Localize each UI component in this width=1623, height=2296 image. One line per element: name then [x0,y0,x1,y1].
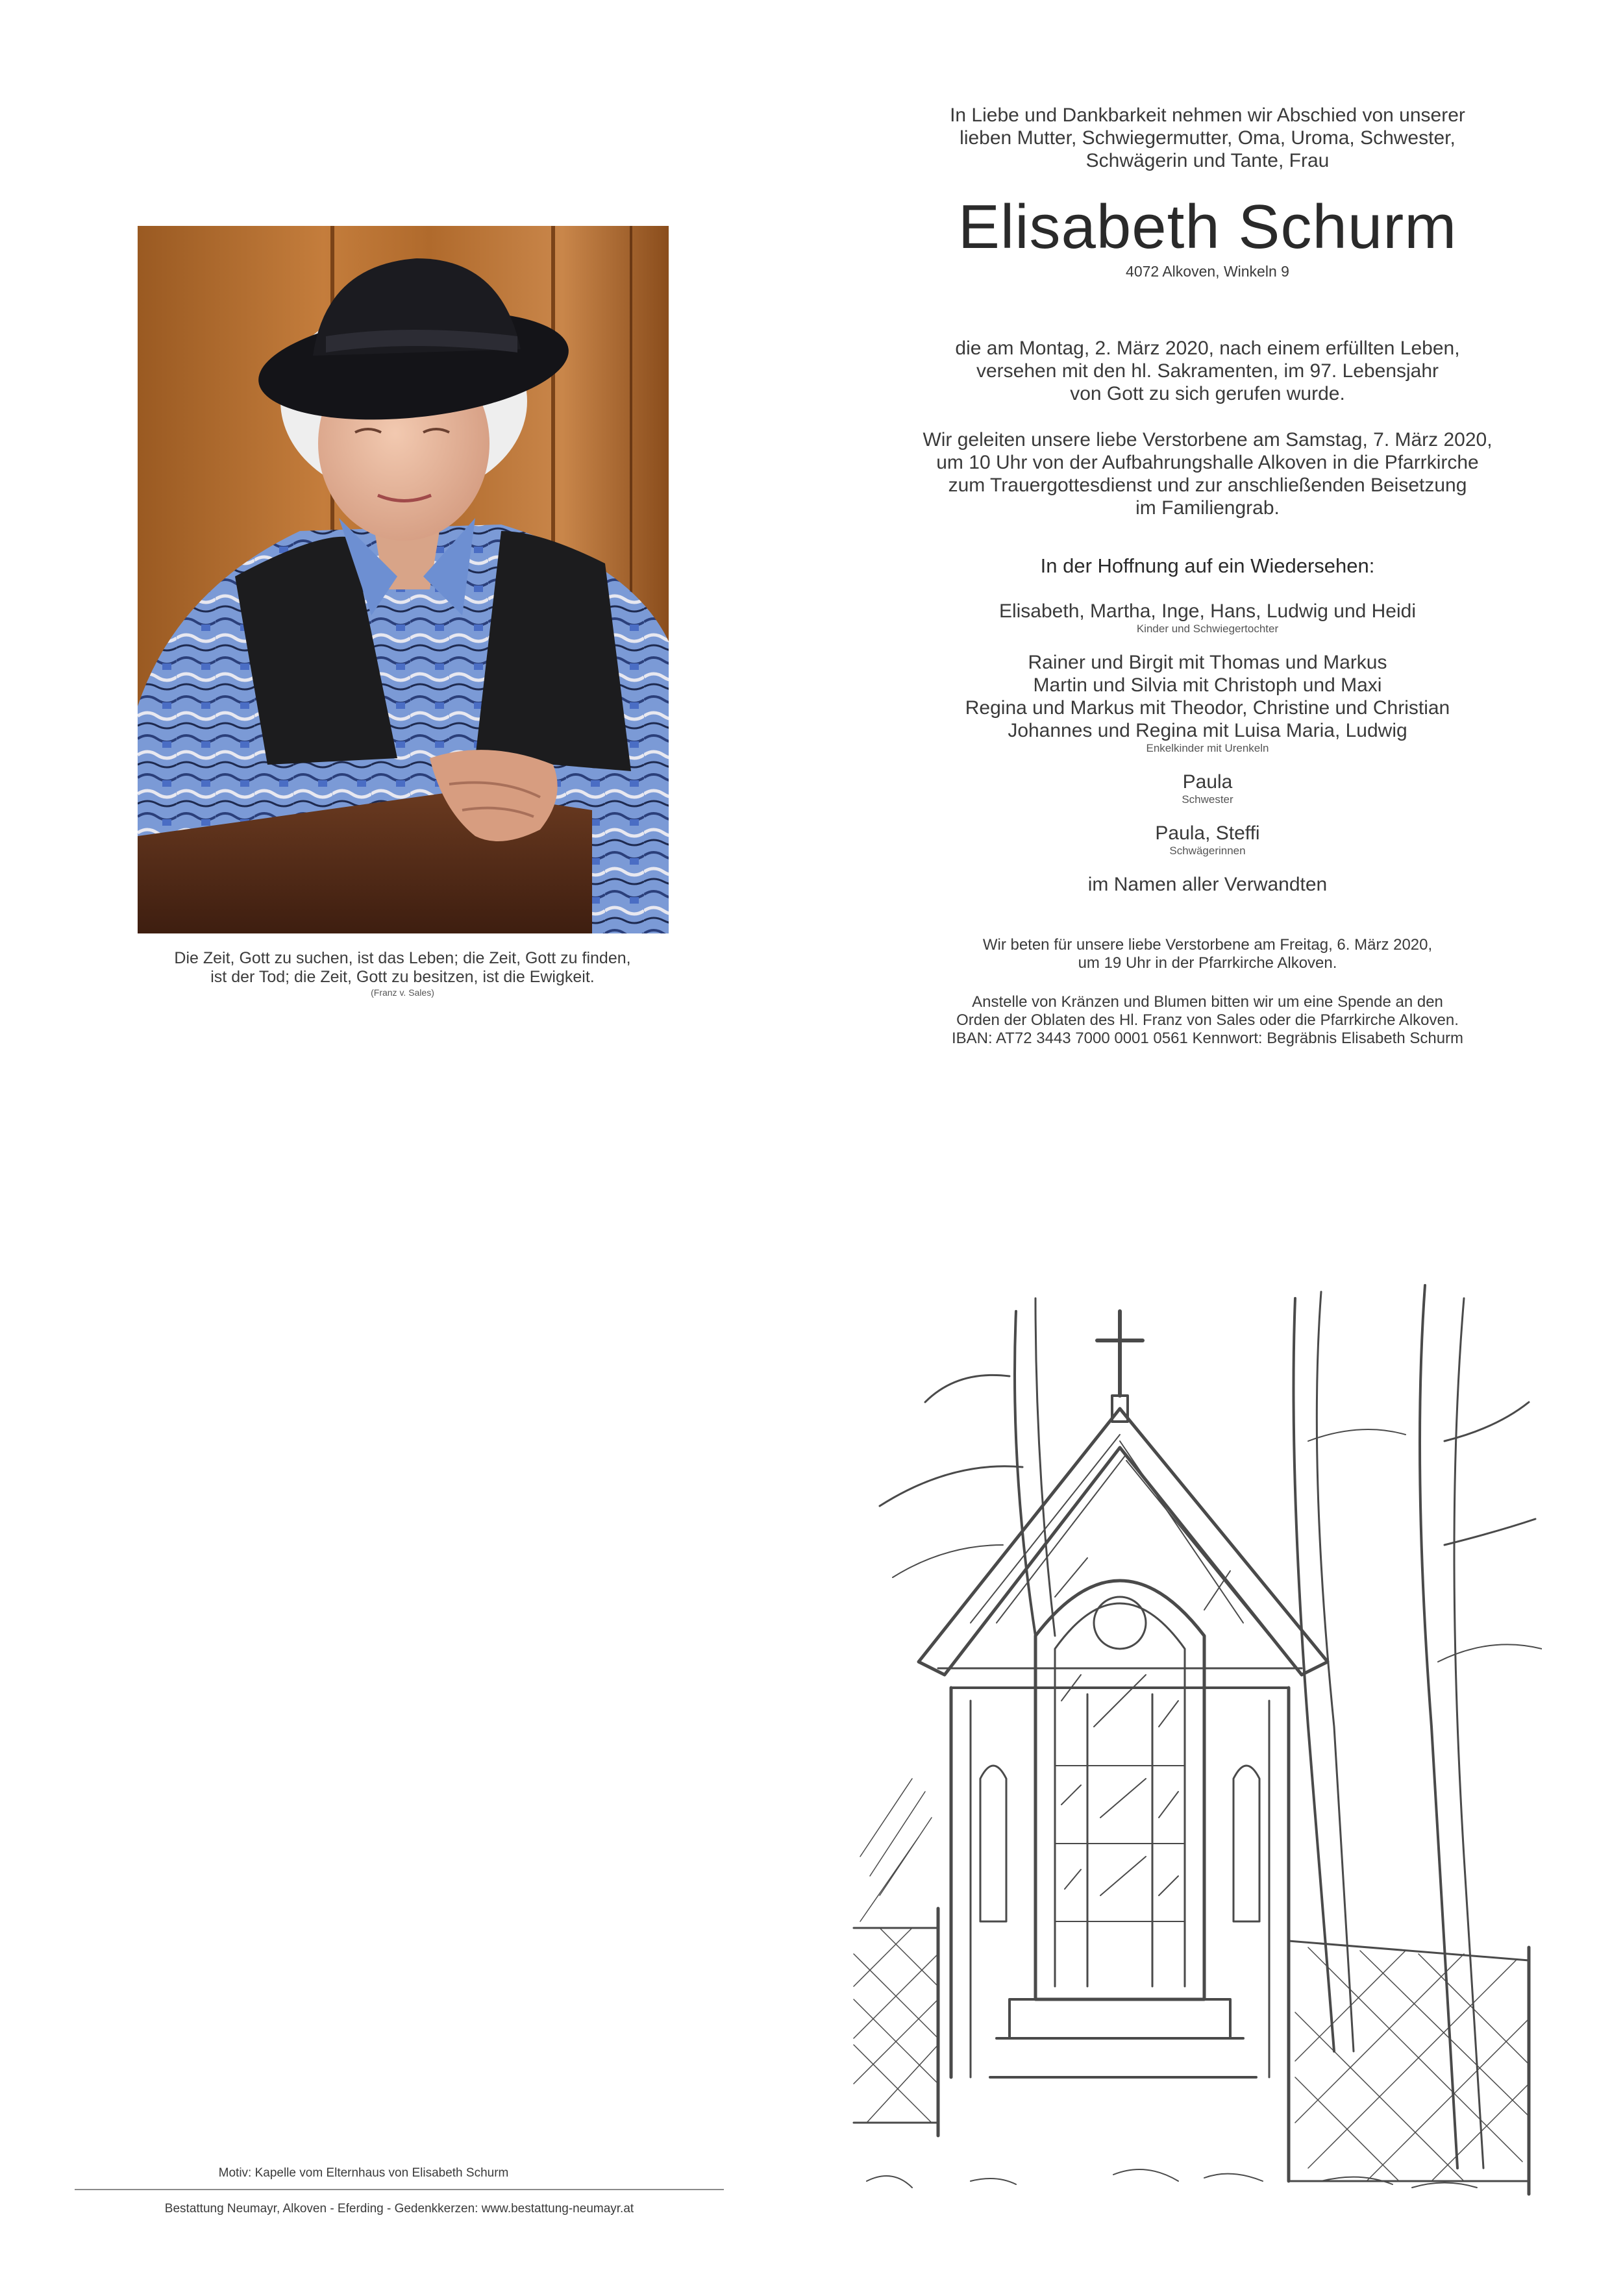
motif-caption: Motiv: Kapelle vom Elternhaus von Elisabeth Schurm [218,2166,509,2180]
intro-line-1: In Liebe und Dankbarkeit nehmen wir Abschied von unserer [950,105,1465,126]
mourners-sister [867,771,1548,806]
donation-line-3: IBAN: AT72 3443 7000 0001 0561 Kennwort: Begräbnis Elisabeth Schurm [951,1030,1464,1047]
children-relation: Kinder und Schwiegertochter [1136,623,1279,635]
intro-text [867,104,1548,172]
death-notice [867,337,1548,405]
grandchildren-line-1: Rainer und Birgit mit Thomas und Markus [1028,652,1387,673]
quote-block [97,949,708,998]
funeral-line-2: um 10 Uhr von der Aufbahrungshalle Alkoven in die Pfarrkirche [936,452,1479,473]
mourners-closing: im Namen aller Verwandten [1087,874,1328,895]
funeral-line-3: zum Trauergottesdienst und zur anschließenden Beisetzung [948,475,1467,496]
deceased-name: Elisabeth Schurm [958,192,1457,262]
intro-line-3: Schwägerin und Tante, Frau [1085,150,1330,171]
mourners-sisters-in-law [867,822,1548,858]
portrait-photo [138,226,669,933]
quote-line-1: Die Zeit, Gott zu suchen, ist das Leben; die Zeit, Gott zu finden, [174,949,631,967]
mourners-children [867,600,1548,636]
donation-line-1: Anstelle von Kränzen und Blumen bitten wir um eine Spende an den [972,993,1443,1011]
grandchildren-relation: Enkelkinder mit Urenkeln [1146,742,1269,754]
children-names: Elisabeth, Martha, Inge, Hans, Ludwig und Heidi [998,600,1417,622]
prayer-notice [867,936,1548,972]
funeral-line-1: Wir geleiten unsere liebe Verstorbene am Samstag, 7. März 2020, [923,429,1493,451]
grandchildren-line-2: Martin und Silvia mit Christoph und Maxi [1033,674,1382,696]
death-line-2: versehen mit den hl. Sakramenten, im 97. Lebensjahr [976,360,1439,382]
hope-heading: In der Hoffnung auf ein Wiedersehen: [1040,554,1375,577]
quote-source: (Franz v. Sales) [371,987,434,998]
deceased-address: 4072 Alkoven, Winkeln 9 [1126,263,1289,280]
death-line-1: die am Montag, 2. März 2020, nach einem erfüllten Leben, [955,338,1460,359]
sister-name: Paula [1182,771,1233,793]
chapel-sketch [841,1272,1542,2207]
obituary-text [867,104,1548,1048]
funeral-details [867,428,1548,519]
grandchildren-line-4: Johannes und Regina mit Luisa Maria, Ludwig [1008,720,1407,741]
funeral-line-4: im Familiengrab. [1135,497,1280,519]
donation-notice [867,993,1548,1048]
sisters-in-law-names: Paula, Steffi [1155,822,1260,844]
grandchildren-line-3: Regina und Markus mit Theodor, Christine und Christian [965,697,1450,719]
sister-relation: Schwester [1182,793,1233,806]
sisters-in-law-relation: Schwägerinnen [1169,845,1246,857]
mourners-grandchildren [867,651,1548,755]
death-line-3: von Gott zu sich gerufen wurde. [1070,383,1345,404]
intro-line-2: lieben Mutter, Schwiegermutter, Oma, Uroma, Schwester, [960,127,1456,149]
quote-line-2: ist der Tod; die Zeit, Gott zu besitzen, ist die Ewigkeit. [210,968,595,986]
footer-divider [75,2189,724,2190]
prayer-line-1: Wir beten für unsere liebe Verstorbene am Freitag, 6. März 2020, [982,936,1433,954]
funeral-home-footer: Bestattung Neumayr, Alkoven - Eferding - Gedenkkerzen: www.bestattung-neumayr.at [164,2202,634,2216]
prayer-line-2: um 19 Uhr in der Pfarrkirche Alkoven. [1078,954,1337,972]
donation-line-2: Orden der Oblaten des Hl. Franz von Sales oder die Pfarrkirche Alkoven. [956,1011,1459,1029]
